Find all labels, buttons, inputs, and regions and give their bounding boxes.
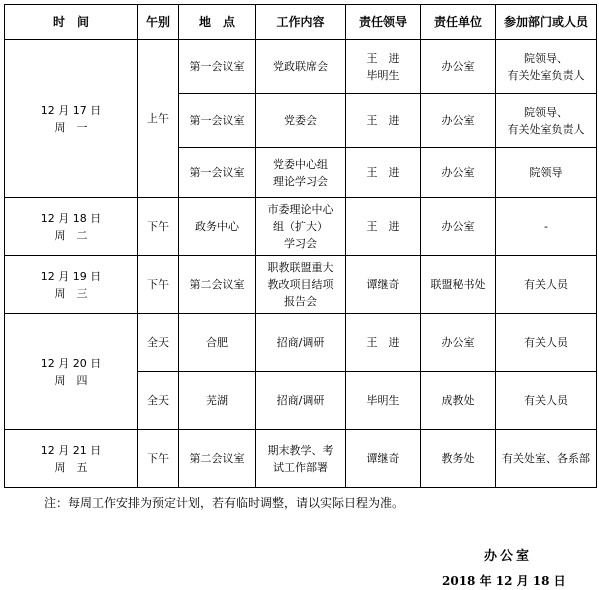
content-cell bbox=[256, 430, 346, 488]
issue-date: 2018 年 12 月 18 日 bbox=[442, 574, 566, 588]
participants-cell: - bbox=[496, 198, 597, 256]
unit-cell: 办公室 bbox=[421, 148, 496, 198]
content-cell: 党政联席会 bbox=[256, 40, 346, 94]
participants-cell: 有关人员 bbox=[496, 314, 597, 372]
header-row bbox=[5, 5, 597, 40]
leader-cell: 王 进 bbox=[346, 198, 421, 256]
participants-cell: 院领导 bbox=[496, 148, 597, 198]
date-text: 12 月 21 日 bbox=[40, 443, 102, 457]
date-text: 12 月 20 日 bbox=[40, 356, 102, 370]
period-cell: 全天 bbox=[138, 314, 179, 372]
date-cell bbox=[5, 314, 138, 430]
table-row bbox=[5, 430, 597, 488]
period-cell: 全天 bbox=[138, 372, 179, 430]
unit-cell: 联盟秘书处 bbox=[421, 256, 496, 314]
leader-cell: 王 进 bbox=[346, 314, 421, 372]
content-text: 党委中心组 理论学习会 bbox=[273, 157, 328, 188]
location-cell: 芜湖 bbox=[179, 372, 256, 430]
unit-cell: 成教处 bbox=[421, 372, 496, 430]
content-cell bbox=[256, 198, 346, 256]
location-cell: 第二会议室 bbox=[179, 256, 256, 314]
leader-cell: 王 进 bbox=[346, 94, 421, 148]
weekday-text: 周 四 bbox=[54, 373, 88, 387]
location-cell: 第一会议室 bbox=[179, 94, 256, 148]
date-cell bbox=[5, 256, 138, 314]
period-cell: 下午 bbox=[138, 198, 179, 256]
leader-cell bbox=[346, 40, 421, 94]
participants-cell bbox=[496, 94, 597, 148]
header-leader: 责任领导 bbox=[346, 5, 421, 40]
weekday-text: 周 一 bbox=[54, 120, 88, 134]
schedule-note: 注：每周工作安排为预定计划，若有临时调整，请以实际日程为准。 bbox=[44, 496, 405, 510]
content-cell bbox=[256, 148, 346, 198]
unit-cell: 办公室 bbox=[421, 314, 496, 372]
date-cell bbox=[5, 430, 138, 488]
header-unit: 责任单位 bbox=[421, 5, 496, 40]
date-text: 12 月 19 日 bbox=[40, 269, 102, 283]
location-cell: 第一会议室 bbox=[179, 40, 256, 94]
location-cell: 合肥 bbox=[179, 314, 256, 372]
unit-cell: 教务处 bbox=[421, 430, 496, 488]
date-text: 12 月 18 日 bbox=[40, 211, 102, 225]
content-cell: 党委会 bbox=[256, 94, 346, 148]
period-cell: 下午 bbox=[138, 256, 179, 314]
issuing-office: 办公室 bbox=[484, 549, 533, 564]
unit-cell: 办公室 bbox=[421, 94, 496, 148]
header-participants: 参加部门或人员 bbox=[496, 5, 597, 40]
content-cell: 招商/调研 bbox=[256, 314, 346, 372]
content-cell: 招商/调研 bbox=[256, 372, 346, 430]
table-row bbox=[5, 40, 597, 94]
date-cell bbox=[5, 198, 138, 256]
participants-cell: 有关处室、各系部 bbox=[496, 430, 597, 488]
participants-text: 院领导、 有关处室负责人 bbox=[507, 51, 585, 82]
leader-cell: 谭继奇 bbox=[346, 256, 421, 314]
leader-cell: 谭继奇 bbox=[346, 430, 421, 488]
location-cell: 第一会议室 bbox=[179, 148, 256, 198]
participants-text: 院领导、 有关处室负责人 bbox=[507, 105, 585, 136]
period-cell: 下午 bbox=[138, 430, 179, 488]
header-period: 午别 bbox=[138, 5, 179, 40]
leader-text: 王 进 毕明生 bbox=[366, 51, 400, 82]
location-cell: 第二会议室 bbox=[179, 430, 256, 488]
content-cell bbox=[256, 256, 346, 314]
unit-cell: 办公室 bbox=[421, 198, 496, 256]
participants-cell: 有关人员 bbox=[496, 372, 597, 430]
header-location: 地 点 bbox=[179, 5, 256, 40]
header-time: 时 间 bbox=[5, 5, 138, 40]
leader-cell: 毕明生 bbox=[346, 372, 421, 430]
date-text: 12 月 17 日 bbox=[40, 103, 102, 117]
weekday-text: 周 二 bbox=[54, 228, 88, 242]
location-cell: 政务中心 bbox=[179, 198, 256, 256]
participants-cell: 有关人员 bbox=[496, 256, 597, 314]
content-text: 职教联盟重大 教改项目结项 报告会 bbox=[267, 261, 334, 308]
table-row bbox=[5, 314, 597, 372]
date-cell bbox=[5, 40, 138, 198]
table-row bbox=[5, 198, 597, 256]
leader-cell: 王 进 bbox=[346, 148, 421, 198]
content-text: 市委理论中心 组（扩大） 学习会 bbox=[267, 203, 334, 250]
header-content: 工作内容 bbox=[256, 5, 346, 40]
table-row bbox=[5, 256, 597, 314]
schedule-table bbox=[4, 4, 597, 488]
period-cell: 上午 bbox=[138, 40, 179, 198]
unit-cell: 办公室 bbox=[421, 40, 496, 94]
participants-cell bbox=[496, 40, 597, 94]
weekday-text: 周 五 bbox=[54, 460, 88, 474]
weekday-text: 周 三 bbox=[54, 286, 88, 300]
content-text: 期末教学、考 试工作部署 bbox=[267, 443, 334, 474]
